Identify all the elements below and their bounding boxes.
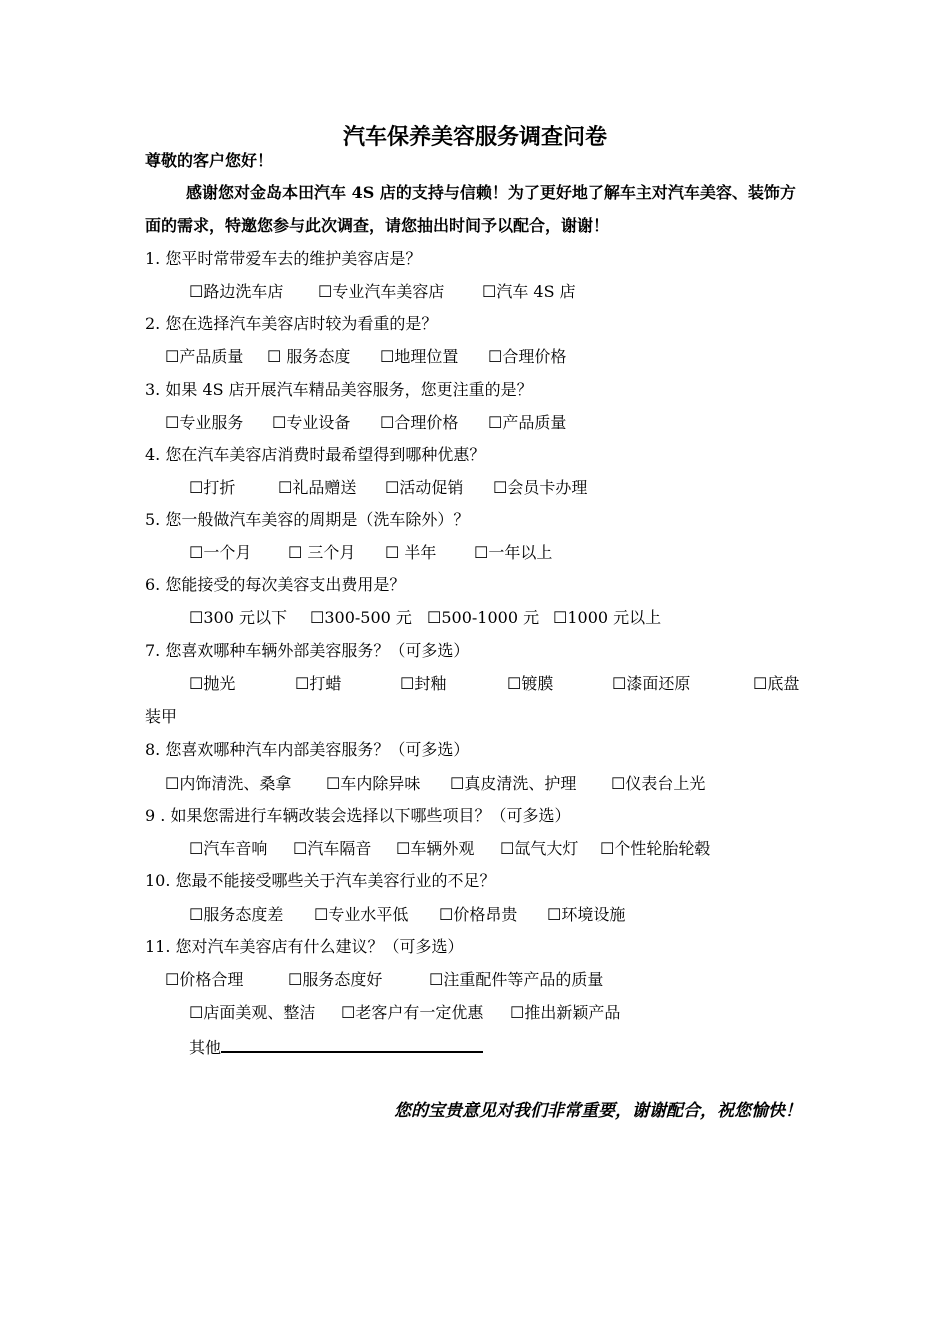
q10-option[interactable]: ☐服务态度差 — [189, 905, 284, 924]
q5-option[interactable]: ☐ 三个月 — [288, 543, 356, 562]
intro-line-1: 感谢您对金岛本田汽车 4S 店的支持与信赖！为了更好地了解车主对汽车美容、装饰方 — [186, 183, 796, 202]
q11-option[interactable]: ☐老客户有一定优惠 — [341, 1003, 484, 1022]
q10-option[interactable]: ☐专业水平低 — [314, 905, 409, 924]
q3-option[interactable]: ☐专业设备 — [272, 413, 351, 432]
q4-option[interactable]: ☐礼品赠送 — [278, 478, 357, 497]
q6-option[interactable]: ☐500-1000 元 — [427, 608, 540, 627]
q5-option[interactable]: ☐一个月 — [189, 543, 252, 562]
q1-option[interactable]: ☐路边洗车店 — [189, 282, 284, 301]
greeting: 尊敬的客户您好！ — [145, 151, 274, 170]
other-field[interactable] — [189, 1033, 483, 1061]
q1-option[interactable]: ☐汽车 4S 店 — [482, 282, 576, 301]
q8-option[interactable]: ☐真皮清洗、护理 — [450, 774, 577, 793]
q2-option[interactable]: ☐地理位置 — [380, 347, 459, 366]
question-3: 3. 如果 4S 店开展汽车精品美容服务，您更注重的是？ — [145, 380, 533, 399]
q7-option[interactable]: ☐抛光 — [189, 674, 236, 693]
question-1: 1. 您平时常带爱车去的维护美容店是？ — [145, 249, 422, 268]
q7-option[interactable]: ☐底盘 — [753, 674, 800, 693]
q3-option[interactable]: ☐产品质量 — [488, 413, 567, 432]
q4-option[interactable]: ☐活动促销 — [385, 478, 464, 497]
question-5: 5. 您一般做汽车美容的周期是（洗车除外）？ — [145, 510, 470, 529]
q3-option[interactable]: ☐合理价格 — [380, 413, 459, 432]
q11-option[interactable]: ☐服务态度好 — [288, 970, 383, 989]
q6-option[interactable]: ☐1000 元以上 — [553, 608, 662, 627]
q11-option[interactable]: ☐注重配件等产品的质量 — [429, 970, 604, 989]
q7-option-wrap: 装甲 — [145, 707, 178, 726]
q11-option[interactable]: ☐价格合理 — [165, 970, 244, 989]
q5-option[interactable]: ☐一年以上 — [474, 543, 553, 562]
q11-option[interactable]: ☐推出新颖产品 — [510, 1003, 621, 1022]
page-title: 汽车保养美容服务调查问卷 — [342, 124, 607, 150]
q6-option[interactable]: ☐300-500 元 — [310, 608, 412, 627]
q6-option[interactable]: ☐300 元以下 — [189, 608, 287, 627]
other-input-line[interactable] — [221, 1033, 483, 1053]
question-8: 8. 您喜欢哪种汽车内部美容服务？（可多选） — [145, 740, 470, 759]
question-6: 6. 您能接受的每次美容支出费用是？ — [145, 575, 406, 594]
other-label: 其他 — [189, 1038, 222, 1057]
q7-option[interactable]: ☐漆面还原 — [612, 674, 691, 693]
q9-option[interactable]: ☐车辆外观 — [396, 839, 475, 858]
question-10: 10. 您最不能接受哪些关于汽车美容行业的不足？ — [145, 871, 496, 890]
q9-option[interactable]: ☐氙气大灯 — [500, 839, 579, 858]
q8-option[interactable]: ☐内饰清洗、桑拿 — [165, 774, 292, 793]
q5-option[interactable]: ☐ 半年 — [385, 543, 437, 562]
q2-option[interactable]: ☐合理价格 — [488, 347, 567, 366]
intro-line-2: 面的需求，特邀您参与此次调查，请您抽出时间予以配合，谢谢！ — [145, 216, 610, 235]
q9-option[interactable]: ☐汽车音响 — [189, 839, 268, 858]
q9-option[interactable]: ☐个性轮胎轮毂 — [600, 839, 711, 858]
q10-option[interactable]: ☐价格昂贵 — [439, 905, 518, 924]
q8-option[interactable]: ☐车内除异味 — [326, 774, 421, 793]
q7-option[interactable]: ☐打蜡 — [295, 674, 342, 693]
q2-option[interactable]: ☐ 服务态度 — [267, 347, 351, 366]
q11-option[interactable]: ☐店面美观、整洁 — [189, 1003, 316, 1022]
q4-option[interactable]: ☐会员卡办理 — [493, 478, 588, 497]
q1-option[interactable]: ☐专业汽车美容店 — [318, 282, 445, 301]
q7-option[interactable]: ☐封釉 — [400, 674, 447, 693]
q2-option[interactable]: ☐产品质量 — [165, 347, 244, 366]
q10-option[interactable]: ☐环境设施 — [547, 905, 626, 924]
q9-option[interactable]: ☐汽车隔音 — [293, 839, 372, 858]
question-2: 2. 您在选择汽车美容店时较为看重的是？ — [145, 314, 438, 333]
q4-option[interactable]: ☐打折 — [189, 478, 236, 497]
question-7: 7. 您喜欢哪种车辆外部美容服务？（可多选） — [145, 641, 470, 660]
q8-option[interactable]: ☐仪表台上光 — [611, 774, 706, 793]
closing-message: 您的宝贵意见对我们非常重要，谢谢配合，祝您愉快！ — [394, 1101, 802, 1121]
question-4: 4. 您在汽车美容店消费时最希望得到哪种优惠？ — [145, 445, 486, 464]
q7-option[interactable]: ☐镀膜 — [507, 674, 554, 693]
q3-option[interactable]: ☐专业服务 — [165, 413, 244, 432]
question-9: 9 . 如果您需进行车辆改装会选择以下哪些项目？（可多选） — [145, 806, 571, 825]
question-11: 11. 您对汽车美容店有什么建议？（可多选） — [145, 937, 464, 956]
